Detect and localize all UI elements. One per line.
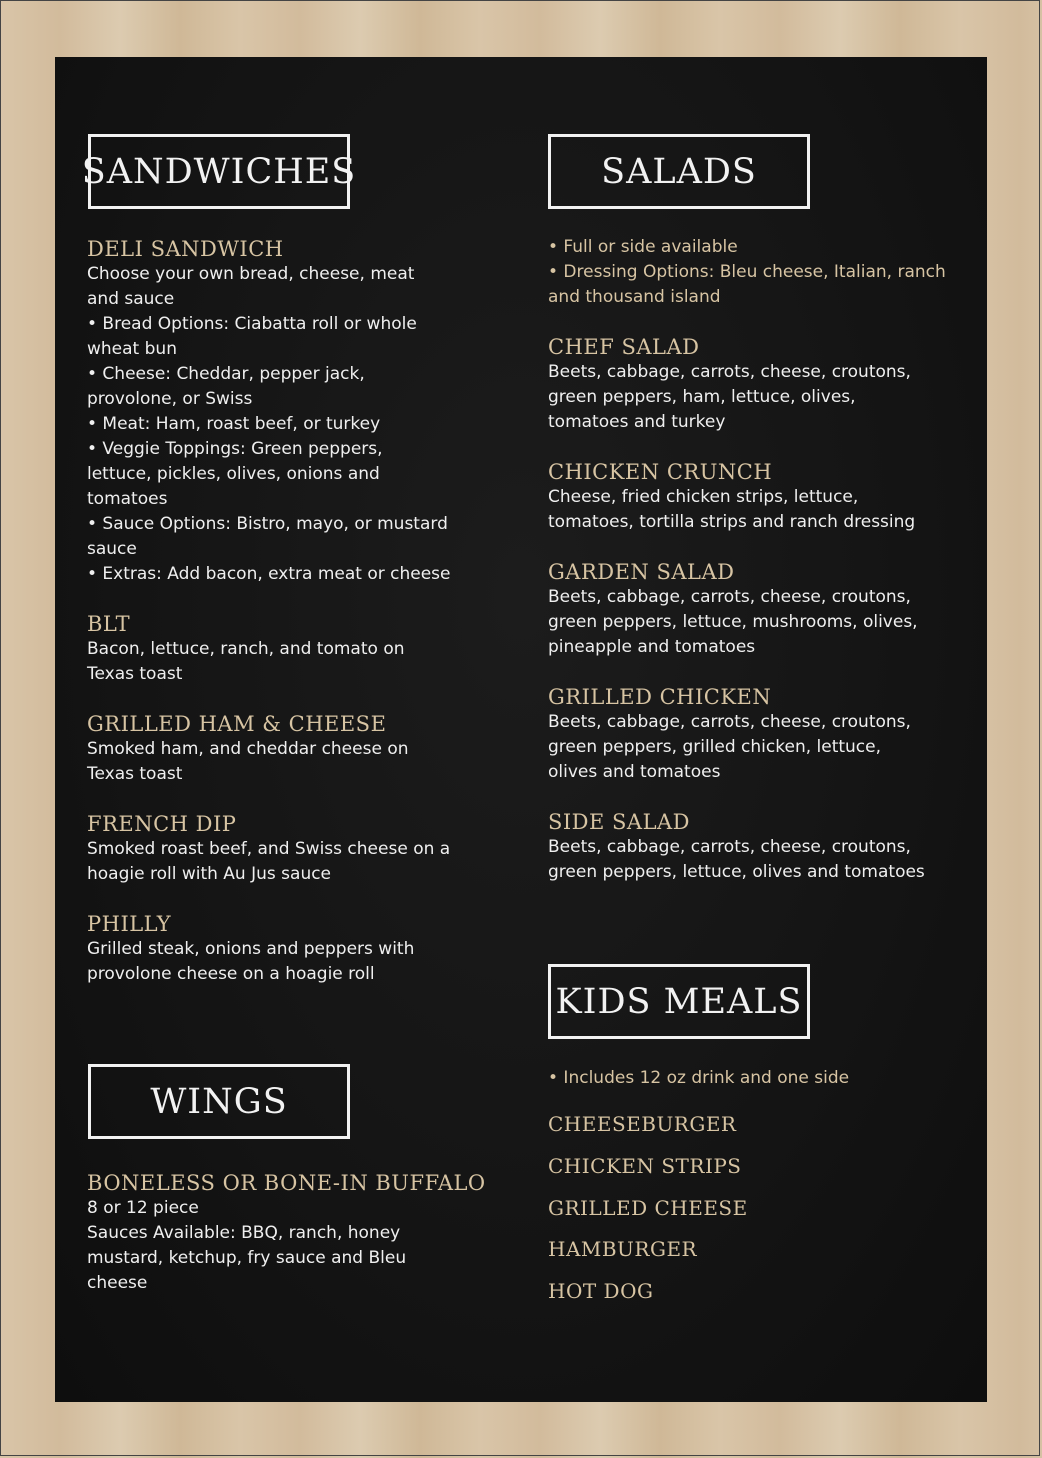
item-line: • Extras: Add bacon, extra meat or cheese (87, 564, 451, 584)
item-line: sauce (87, 539, 137, 559)
item-line: provolone, or Swiss (87, 389, 253, 409)
menu-item-grilled-ham-cheese (87, 712, 409, 787)
item-line: lettuce, pickles, olives, onions and (87, 464, 380, 484)
menu-item-blt (87, 612, 405, 687)
item-title: CHICKEN CRUNCH (548, 460, 773, 484)
kids-item-chicken-strips: CHICKEN STRIPS (548, 1154, 742, 1178)
kids-item-cheeseburger: CHEESEBURGER (548, 1112, 737, 1136)
item-line: green peppers, lettuce, olives and tomatoes (548, 862, 925, 882)
menu-item-buffalo-wings (87, 1171, 486, 1296)
item-line: Texas toast (87, 764, 183, 784)
item-line: • Bread Options: Ciabatta roll or whole (87, 314, 417, 334)
item-line: Beets, cabbage, carrots, cheese, croutons, (548, 837, 911, 857)
item-line: Smoked ham, and cheddar cheese on (87, 739, 409, 759)
item-title: GRILLED CHICKEN (548, 685, 772, 709)
item-line: • Sauce Options: Bistro, mayo, or mustard (87, 514, 448, 534)
item-line: mustard, ketchup, fry sauce and Bleu (87, 1248, 407, 1268)
item-line: green peppers, ham, lettuce, olives, (548, 387, 856, 407)
item-line: Bacon, lettuce, ranch, and tomato on (87, 639, 405, 659)
menu-item-french-dip (87, 812, 450, 887)
item-line: Beets, cabbage, carrots, cheese, croutons, (548, 362, 911, 382)
item-line: 8 or 12 piece (87, 1198, 199, 1218)
item-title: GARDEN SALAD (548, 560, 735, 584)
kids-meals-note: • Includes 12 oz drink and one side (548, 1068, 850, 1088)
item-title: SIDE SALAD (548, 810, 691, 834)
item-title: GRILLED HAM & CHEESE (87, 712, 387, 736)
item-line: green peppers, lettuce, mushrooms, olives, (548, 612, 918, 632)
item-line: • Cheese: Cheddar, pepper jack, (87, 364, 365, 384)
item-line: hoagie roll with Au Jus sauce (87, 864, 332, 884)
kids-meals-heading: KIDS MEALS (548, 964, 810, 1039)
sandwiches-heading: SANDWICHES (88, 134, 350, 209)
item-line: Grilled steak, onions and peppers with (87, 939, 415, 959)
item-line: pineapple and tomatoes (548, 637, 756, 657)
item-line: Texas toast (87, 664, 183, 684)
item-line: green peppers, grilled chicken, lettuce, (548, 737, 882, 757)
item-line: Smoked roast beef, and Swiss cheese on a (87, 839, 451, 859)
item-title: DELI SANDWICH (87, 237, 284, 261)
item-line: wheat bun (87, 339, 177, 359)
item-line: • Meat: Ham, roast beef, or turkey (87, 414, 381, 434)
item-line: Cheese, fried chicken strips, lettuce, (548, 487, 859, 507)
item-line: tomatoes (87, 489, 168, 509)
kids-item-hot-dog: HOT DOG (548, 1279, 654, 1303)
menu-item-chef-salad (548, 335, 911, 435)
item-line: olives and tomatoes (548, 762, 721, 782)
menu-item-grilled-chicken (548, 685, 911, 785)
menu-item-garden-salad (548, 560, 918, 660)
item-line: provolone cheese on a hoagie roll (87, 964, 375, 984)
item-line: Sauces Available: BBQ, ranch, honey (87, 1223, 401, 1243)
kids-item-hamburger: HAMBURGER (548, 1237, 698, 1261)
salads-notes (548, 235, 946, 310)
salads-note: • Full or side available (548, 237, 738, 257)
item-line: Beets, cabbage, carrots, cheese, croutons, (548, 587, 911, 607)
menu-item-chicken-crunch (548, 460, 915, 535)
item-line: cheese (87, 1273, 148, 1293)
kids-item-grilled-cheese: GRILLED CHEESE (548, 1196, 748, 1220)
item-title: BONELESS OR BONE-IN BUFFALO (87, 1171, 486, 1195)
item-line: and sauce (87, 289, 175, 309)
item-title: BLT (87, 612, 131, 636)
salads-heading: SALADS (548, 134, 810, 209)
wings-heading: WINGS (88, 1064, 350, 1139)
item-line: • Veggie Toppings: Green peppers, (87, 439, 383, 459)
menu-item-deli-sandwich (87, 237, 451, 587)
salads-note: • Dressing Options: Bleu cheese, Italian, ranch (548, 262, 946, 282)
item-line: Beets, cabbage, carrots, cheese, croutons, (548, 712, 911, 732)
item-line: tomatoes, tortilla strips and ranch dressing (548, 512, 916, 532)
item-line: Choose your own bread, cheese, meat (87, 264, 415, 284)
item-line: tomatoes and turkey (548, 412, 726, 432)
salads-note: and thousand island (548, 287, 721, 307)
item-title: CHEF SALAD (548, 335, 700, 359)
menu-item-side-salad (548, 810, 925, 885)
menu-item-philly (87, 912, 414, 987)
item-title: PHILLY (87, 912, 172, 936)
item-title: FRENCH DIP (87, 812, 237, 836)
